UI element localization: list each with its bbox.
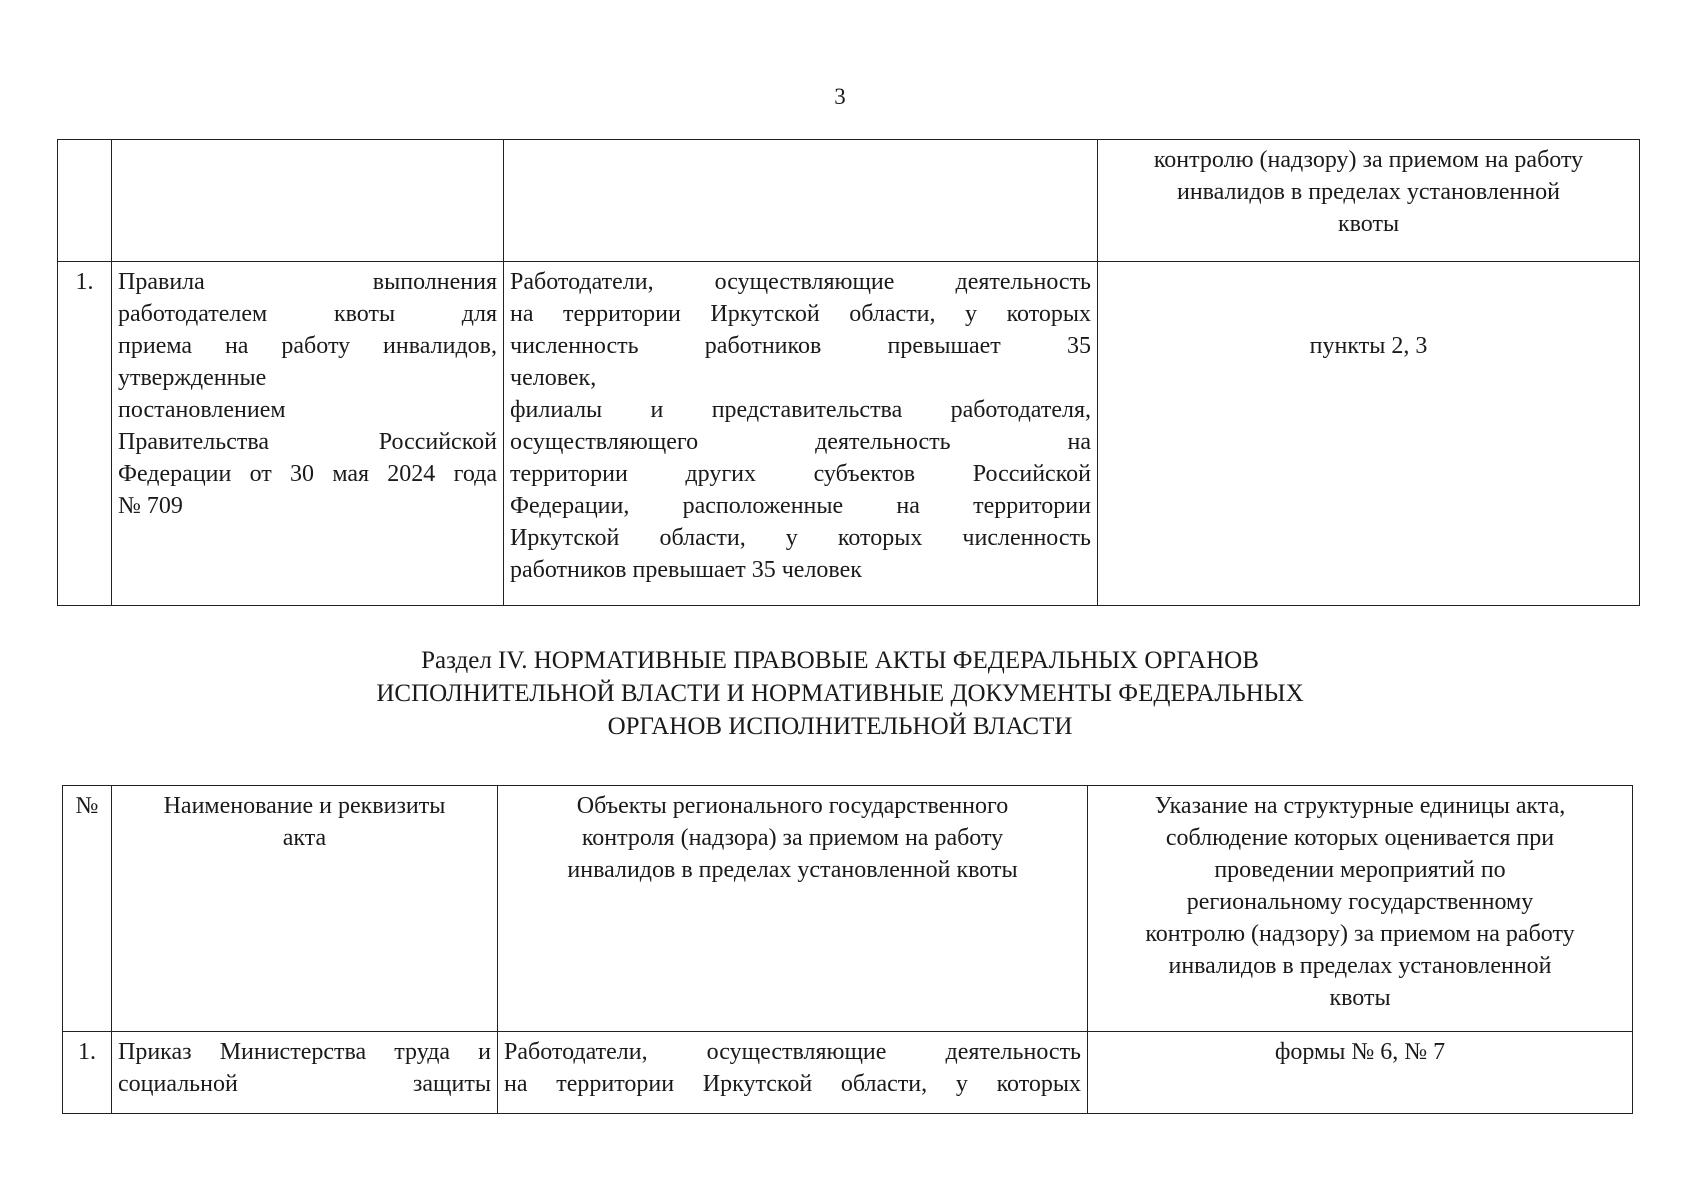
section-title: Раздел IV. НОРМАТИВНЫЕ ПРАВОВЫЕ АКТЫ ФЕДЕРАЛЬНЫХ ОРГАНОВ ИСПОЛНИТЕЛЬНОЙ ВЛАСТИ И НОРМАТИВНЫЕ ДОКУМЕНТЫ ФЕДЕРАЛЬНЫХ ОРГАНОВ ИСПОЛНИТЕЛЬНОЙ ВЛАСТИ	[376, 647, 1304, 740]
cell-units-continuation: контролю (надзору) за приемом на работу инвалидов в пределах установленной квоты	[1098, 140, 1640, 262]
cell-units: пункты 2, 3	[1098, 262, 1640, 606]
cell-num: 1.	[58, 262, 112, 606]
cell-objects: Работодатели, осуществляющие деятельность на территории Иркутской области, у которых численность работников превышает 35 человек, филиалы и представительства работодателя, осуществляющего деятельность на территории других субъектов Российской Федерации, расположенные на территории Иркутской области, у которых численность работников превышает 35 человек	[504, 262, 1098, 606]
cell-num: 1.	[63, 1032, 112, 1114]
cell-objects: Работодатели, осуществляющие деятельность на территории Иркутской области, у которых	[498, 1032, 1088, 1114]
table-row-continuation	[58, 140, 1640, 262]
cell-objects-empty	[504, 140, 1098, 262]
cell-name: Правила выполнения работодателем квоты для приема на работу инвалидов, утвержденные постановлением Правительства Российской Федерации от 30 мая 2024 года № 709	[112, 262, 504, 606]
header-num: №	[63, 786, 112, 1032]
page-number: 3	[834, 84, 846, 109]
cell-units: формы № 6, № 7	[1088, 1032, 1633, 1114]
header-objects: Объекты регионального государственного контроля (надзора) за приемом на работу инвалидов в пределах установленной квоты	[498, 786, 1088, 1032]
table-top	[57, 139, 1640, 606]
table-header-row	[63, 786, 1633, 1032]
table-row	[58, 262, 1640, 606]
cell-name-empty	[112, 140, 504, 262]
cell-name: Приказ Министерства труда и социальной защиты	[112, 1032, 498, 1114]
table-row	[63, 1032, 1633, 1114]
cell-num-empty	[58, 140, 112, 262]
header-name: Наименование и реквизиты акта	[112, 786, 498, 1032]
table-bottom	[62, 785, 1633, 1114]
header-units: Указание на структурные единицы акта, соблюдение которых оценивается при проведении мероприятий по региональному государственному контролю (надзору) за приемом на работу инвалидов в пределах установленной квоты	[1088, 786, 1633, 1032]
